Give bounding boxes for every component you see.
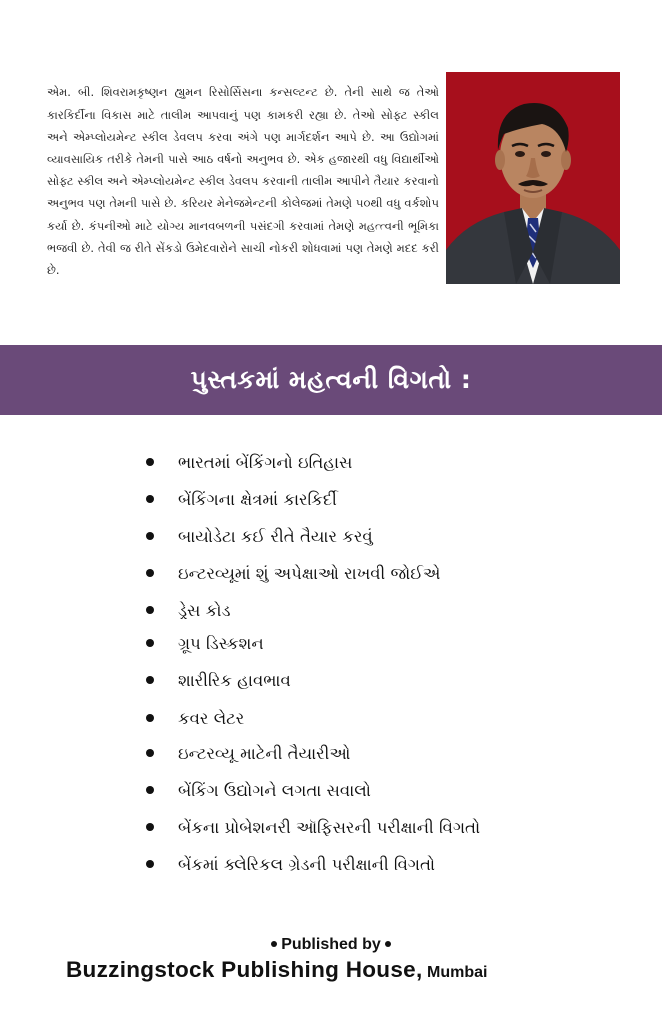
list-item	[0, 596, 662, 626]
author-bio: એમ. બી. શિવરામકૃષ્ણન હ્યુમન રિસોર્સિસના કન્સલ્ટન્ટ છે. તેની સાથે જ તેઓ કારકિર્દીના વિકાસ માટે તાલીમ આપવાનું પણ કામકરી રહ્યા છે. તેઓ સોફ્ટ સ્કીલ અને એમ્પ્લોયમેન્ટ સ્કીલ ડેવલપ કરવા અંગે પણ માર્ગદર્શન આપે છે. આ ઉદ્યોગમાં વ્યાવસાયિક તરીકે તેમની પાસે આઠ વર્ષનો અનુભવ છે. એક હજારથી વધુ વિદ્યાર્થીઓ સોફ્ટ સ્કીલ અને એમ્પ્લોયમેન્ટ સ્કીલ ડેવલપ કરવાની તાલીમ આપીને તૈયાર કરવાનો અનુભવ પણ તેમની પાસે છે. કરિયર મેનેજમેન્ટની કોલેજમાં તેમણે ૫૦થી વધુ વર્કશોપ કર્યા છે. કંપનીઓ માટે યોગ્ય માનવબળની પસંદગી કરવામાં તેમણે મહત્ત્વની ભૂમિકા ભજવી છે. તેવી જ રીતે સેંકડો ઉમેદવારોને સાચી નોકરી શોધવામાં પણ તેમણે મદદ કરી છે.	[47, 85, 439, 278]
bullet-icon	[146, 714, 154, 722]
bullet-icon	[146, 860, 154, 868]
publisher-city: Mumbai	[426, 964, 488, 981]
list-item-text: ઇન્ટરવ્યૂ માટેની તૈયારીઓ	[178, 744, 351, 763]
bullet-icon	[146, 532, 154, 540]
published-by-line	[0, 934, 662, 956]
list-item	[0, 629, 662, 659]
bullet-icon	[146, 606, 154, 614]
bullet-icon	[146, 786, 154, 794]
list-item	[0, 813, 662, 843]
publisher	[66, 957, 487, 983]
list-item	[0, 739, 662, 769]
publisher-name: Buzzingstock Publishing House,	[66, 957, 423, 982]
list-item	[0, 522, 662, 552]
list-item	[0, 559, 662, 589]
list-item-text: કવર લેટર	[178, 709, 245, 728]
highlights-heading: પુસ્તકમાં મહત્વની વિગતો :	[190, 365, 472, 394]
list-item-text: બેંકના પ્રોબેશનરી ઑફિસરની પરીક્ષાની વિગતો	[178, 818, 481, 837]
bullet-icon	[146, 749, 154, 757]
bullet-icon	[271, 941, 277, 947]
list-item-text: બેંકિંગ ઉદ્યોગને લગતા સવાલો	[178, 781, 371, 800]
list-item-text: શારીરિક હાવભાવ	[178, 671, 291, 690]
list-item-text: બાયોડેટા કઈ રીતે તૈયાર કરવું	[178, 527, 373, 546]
published-by-label: Published by	[281, 936, 381, 953]
list-item	[0, 850, 662, 880]
bullet-icon	[146, 458, 154, 466]
bullet-icon	[146, 639, 154, 647]
list-item-text: ભારતમાં બેંકિંગનો ઇતિહાસ	[178, 453, 353, 472]
bullet-icon	[146, 823, 154, 831]
list-item-text: બેંકિંગના ક્ષેત્રમાં કારકિર્દી	[178, 490, 337, 509]
bullet-icon	[146, 495, 154, 503]
list-item-text: ડ્રેસ કોડ	[178, 601, 231, 620]
list-item	[0, 666, 662, 696]
list-item-text: બેંકમાં ક્લેરિકલ ગ્રેડની પરીક્ષાની વિગતો	[178, 855, 436, 874]
list-item	[0, 448, 662, 478]
list-item-text: ઇન્ટરવ્યૂમાં શું અપેક્ષાઓ રાખવી જોઈએ	[178, 564, 441, 583]
author-photo	[446, 72, 620, 284]
list-item	[0, 776, 662, 806]
bullet-icon	[146, 569, 154, 577]
list-item	[0, 485, 662, 515]
list-item	[0, 704, 662, 734]
highlights-banner	[0, 345, 662, 415]
list-item-text: ગ્રૂપ ડિસ્કશન	[178, 634, 264, 653]
bullet-icon	[385, 941, 391, 947]
bullet-icon	[146, 676, 154, 684]
